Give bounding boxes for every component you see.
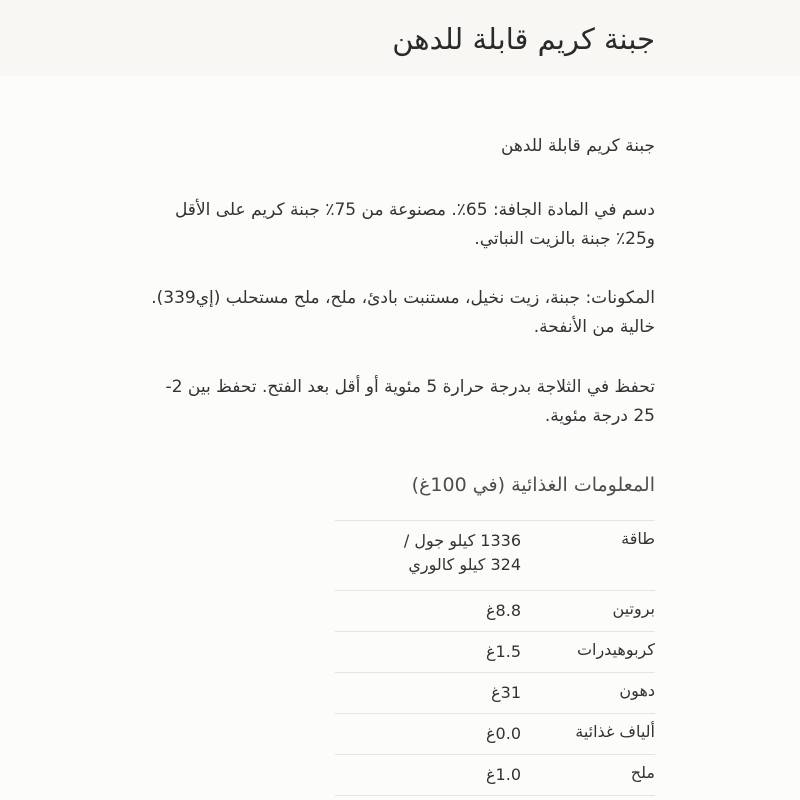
nutrient-value: 1.0غ — [486, 765, 521, 784]
nutrient-value: 0.0غ — [486, 724, 521, 743]
product-subtitle: جبنة كريم قابلة للدهن — [500, 136, 655, 156]
nutrition-table — [335, 520, 655, 796]
nutrient-name: دهون — [619, 681, 655, 700]
product-ingredients: المكونات: جبنة، زيت نخيل، مستنبت بادئ، ملح، ملح مستحلب (إي339). خالية من الأنفحة. — [151, 288, 655, 337]
nutrient-name: ألياف غذائية — [575, 722, 655, 741]
nutrient-value: 8.8غ — [486, 601, 521, 620]
nutrient-value — [335, 521, 545, 590]
nutrition-row-fiber — [335, 714, 655, 755]
nutrient-value: 31غ — [491, 683, 521, 702]
page-header — [0, 0, 800, 76]
product-storage: تحفظ في الثلاجة بدرجة حرارة 5 مئوية أو أقل بعد الفتح. تحفظ بين 2-25 درجة مئوية. — [165, 377, 655, 426]
nutrient-name: ملح — [630, 763, 655, 782]
nutrient-name: كربوهيدرات — [576, 640, 655, 659]
nutrition-heading: المعلومات الغذائية (في 100غ) — [411, 474, 655, 496]
nutrient-name: بروتين — [612, 599, 655, 618]
nutrient-value-kj: 1336 كيلو جول / — [403, 531, 521, 550]
page-title: جبنة كريم قابلة للدهن — [392, 22, 655, 56]
nutrition-row-protein — [335, 591, 655, 632]
product-description: دسم في المادة الجافة: 65٪. مصنوعة من 75٪ جبنة كريم على الأقل و25٪ جبنة بالزيت النباتي. — [174, 200, 655, 249]
nutrition-row-fat — [335, 673, 655, 714]
nutrient-name: طاقة — [621, 529, 655, 548]
nutrient-value-kcal: 324 كيلو كالوري — [408, 555, 521, 574]
nutrient-value: 1.5غ — [486, 642, 521, 661]
nutrition-row-energy — [335, 521, 655, 591]
nutrition-row-salt — [335, 755, 655, 796]
nutrition-row-carbohydrates — [335, 632, 655, 673]
